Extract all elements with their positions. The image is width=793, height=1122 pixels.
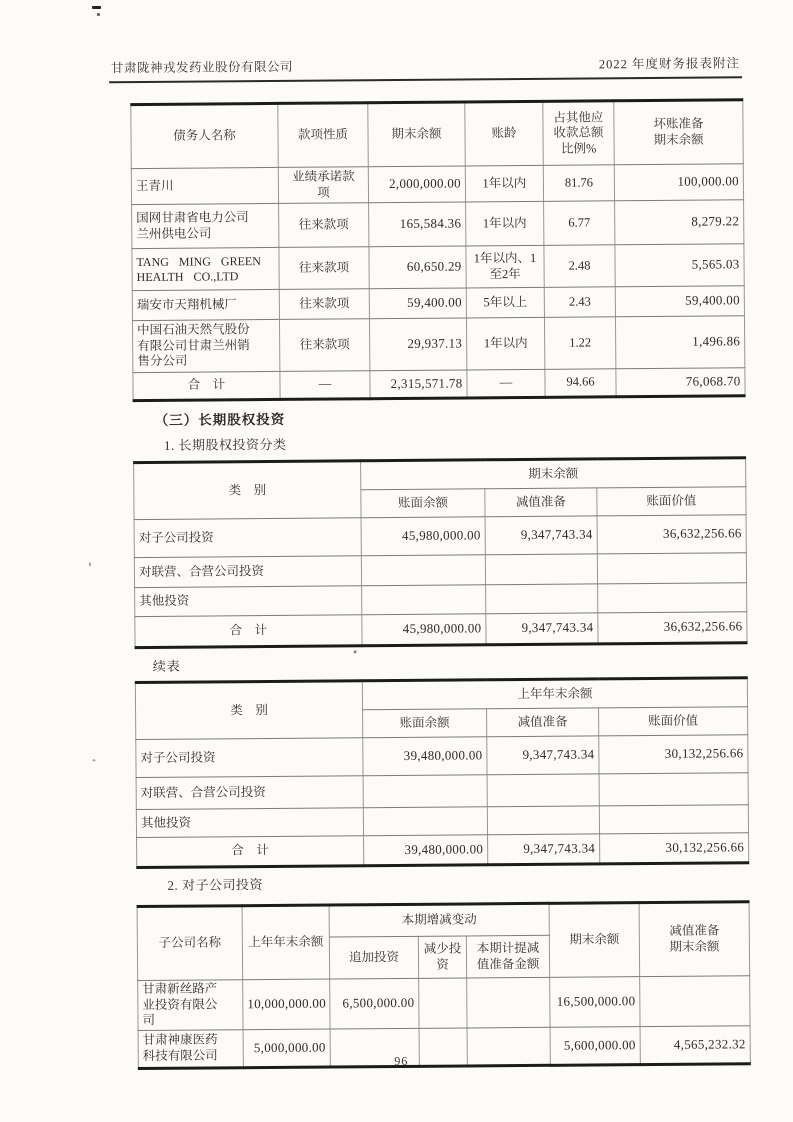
table-row	[131, 164, 743, 205]
report-note-title: 2022 年度财务报表附注	[598, 56, 741, 72]
balance-cell: 29,937.13	[369, 318, 466, 371]
ratio-cell: 94.66	[545, 369, 616, 398]
lti-current-table	[133, 456, 747, 649]
table-row	[134, 515, 746, 558]
ratio-cell: 81.76	[543, 165, 614, 202]
aging-cell: 1年以内	[466, 201, 544, 246]
aging-cell: 1年以内、1 至2年	[466, 245, 544, 288]
page-number: 96	[394, 1053, 409, 1069]
column-header: 减值准备 期末余额	[639, 902, 750, 977]
book-balance-cell	[363, 775, 487, 808]
impairment-cell	[486, 584, 598, 614]
book-value-cell	[599, 805, 748, 834]
scan-speck	[92, 759, 95, 761]
book-value-cell	[598, 583, 747, 613]
book-balance-cell	[363, 807, 487, 836]
group-header: 期末余额	[361, 458, 746, 490]
column-header: 期末余额	[549, 903, 640, 978]
debtor-name-cell: 瑞安市天翔机械厂	[132, 289, 279, 320]
column-header: 减少投 资	[418, 936, 466, 978]
column-header: 账龄	[465, 101, 544, 166]
book-value-cell: 36,632,256.66	[597, 515, 746, 554]
group-header: 上年年末余额	[362, 678, 747, 710]
impairment-cell: 9,347,743.34	[487, 736, 599, 775]
subheading-classification: 1. 长期股权投资分类	[163, 436, 287, 453]
balance-cell: 2,315,571.78	[370, 370, 467, 399]
table-row	[132, 244, 744, 291]
aging-cell: 1年以内	[465, 165, 543, 202]
table-row	[136, 773, 748, 810]
debtor-name-cell: 中国石油天然气股份 有限公司甘肃兰州销 售分公司	[132, 319, 279, 372]
category-header: 类 别	[135, 681, 362, 740]
table-header-row	[137, 902, 749, 939]
total-label-cell: 合 计	[133, 371, 280, 400]
category-cell: 对联营、合营公司投资	[136, 776, 363, 810]
column-header: 期末余额	[368, 102, 465, 167]
book-value-cell: 30,132,256.66	[600, 833, 749, 864]
column-header: 减值准备	[487, 708, 599, 737]
page-content	[109, 53, 750, 1070]
column-header: 账面价值	[599, 707, 748, 736]
category-cell: 对子公司投资	[136, 738, 363, 778]
nature-cell: 往来款项	[279, 247, 369, 290]
impairment-cell	[487, 774, 599, 807]
ratio-cell: 2.43	[544, 287, 615, 318]
receivables-table	[130, 98, 745, 402]
book-balance-cell: 39,480,000.00	[363, 737, 487, 776]
impairment-cell	[485, 554, 597, 585]
impairment-cell	[487, 806, 599, 835]
table-row	[132, 200, 744, 249]
total-row	[133, 368, 745, 401]
group-header: 本期增减变动	[329, 903, 549, 937]
column-header: 本期计提减 值准备金额	[466, 935, 549, 978]
add-investment-cell: 6,500,000.00	[330, 978, 419, 1029]
book-balance-cell	[361, 555, 485, 586]
bad-debt-cell: 5,565.03	[615, 244, 744, 287]
section-heading-long-term-equity: （三）长期股权投资	[154, 411, 286, 428]
subheading-subsidiary-investment: 2. 对子公司投资	[167, 877, 263, 893]
nature-cell: 往来款项	[279, 319, 369, 372]
category-cell: 对联营、合营公司投资	[134, 556, 361, 588]
column-header: 追加投资	[329, 936, 418, 979]
column-header: 款项性质	[278, 103, 368, 168]
column-header: 账面余额	[363, 709, 487, 738]
book-balance-cell: 45,980,000.00	[361, 517, 485, 556]
reduce-investment-cell	[419, 978, 467, 1028]
bad-debt-cell: 59,400.00	[615, 286, 744, 317]
debtor-name-cell: TANG MING GREEN HEALTH CO.,LTD	[132, 247, 279, 290]
table-header-row	[131, 100, 743, 169]
category-cell: 其他投资	[136, 808, 363, 838]
book-value-cell: 36,632,256.66	[598, 612, 747, 644]
table-row	[132, 286, 744, 321]
subsidiary-table	[137, 900, 751, 1070]
bad-debt-cell: 76,068.70	[616, 368, 745, 397]
column-header: 账面余额	[361, 489, 485, 518]
table-row	[136, 735, 748, 778]
ratio-cell: 2.48	[544, 245, 615, 288]
impairment-closing-cell	[640, 976, 750, 1027]
ratio-cell: 6.77	[544, 201, 615, 246]
nature-cell: —	[280, 371, 370, 400]
balance-cell: 60,650.29	[369, 246, 466, 289]
aging-cell: 1年以内	[466, 317, 544, 370]
column-header: 占其他应 收款总额 比例%	[543, 101, 615, 166]
column-header: 子公司名称	[137, 906, 243, 981]
impairment-cell: 9,347,743.34	[488, 834, 600, 865]
book-balance-cell: 39,480,000.00	[364, 835, 488, 866]
book-value-cell	[597, 553, 746, 584]
nature-cell: 业绩承诺款 项	[278, 167, 368, 204]
lti-prior-table	[135, 676, 749, 869]
category-cell: 其他投资	[135, 586, 362, 617]
company-name: 甘肃陇神戎发药业股份有限公司	[110, 59, 294, 76]
balance-cell: 2,000,000.00	[368, 166, 465, 203]
subsidiary-name-cell: 甘肃神康医药 科技有限公司	[138, 1030, 243, 1069]
book-value-cell	[599, 773, 748, 806]
category-header: 类 别	[134, 461, 361, 520]
debtor-name-cell: 王青川	[131, 167, 278, 204]
balance-cell: 165,584.36	[369, 202, 466, 247]
bad-debt-cell: 1,496.86	[615, 316, 744, 369]
column-header: 减值准备	[485, 488, 597, 517]
book-value-cell: 30,132,256.66	[599, 735, 748, 774]
total-label-cell: 合 计	[137, 836, 364, 868]
closing-balance-cell: 16,500,000.00	[550, 977, 640, 1028]
aging-cell: —	[467, 369, 545, 398]
total-row	[135, 612, 747, 648]
subsidiary-name-cell: 甘肃新丝路产 业投资有限公 司	[138, 980, 243, 1031]
table-row	[138, 976, 750, 1031]
nature-cell: 往来款项	[279, 203, 369, 248]
impairment-cell: 9,347,743.34	[486, 613, 598, 645]
column-header: 债务人名称	[131, 103, 278, 168]
impairment-cell: 9,347,743.34	[485, 516, 597, 555]
column-header: 上年年末余额	[242, 905, 330, 980]
prior-balance-cell: 10,000,000.00	[243, 979, 330, 1030]
bad-debt-cell: 100,000.00	[614, 164, 743, 201]
total-row	[137, 833, 749, 868]
table-row	[134, 553, 746, 588]
book-balance-cell	[362, 585, 486, 615]
table-row	[132, 316, 744, 373]
scan-speck	[89, 562, 91, 566]
aging-cell: 5年以上	[466, 287, 544, 318]
category-cell: 对子公司投资	[134, 518, 361, 558]
impairment-closing-cell: 4,565,232.32	[640, 1026, 750, 1065]
column-header: 账面价值	[597, 487, 746, 516]
debtor-name-cell: 国网甘肃省电力公司 兰州供电公司	[132, 203, 279, 248]
nature-cell: 往来款项	[279, 289, 369, 320]
bad-debt-cell: 8,279.22	[615, 200, 744, 245]
balance-cell: 59,400.00	[369, 288, 466, 319]
continued-table-label: 续表	[152, 658, 181, 674]
impairment-accrued-cell	[467, 977, 550, 1028]
total-label-cell: 合 计	[135, 615, 362, 648]
ratio-cell: 1.22	[544, 317, 615, 370]
prior-balance-cell: 5,000,000.00	[243, 1029, 330, 1068]
book-balance-cell: 45,980,000.00	[362, 614, 486, 646]
closing-balance-cell: 5,600,000.00	[550, 1026, 640, 1065]
column-header: 坏账准备 期末余额	[614, 100, 743, 165]
